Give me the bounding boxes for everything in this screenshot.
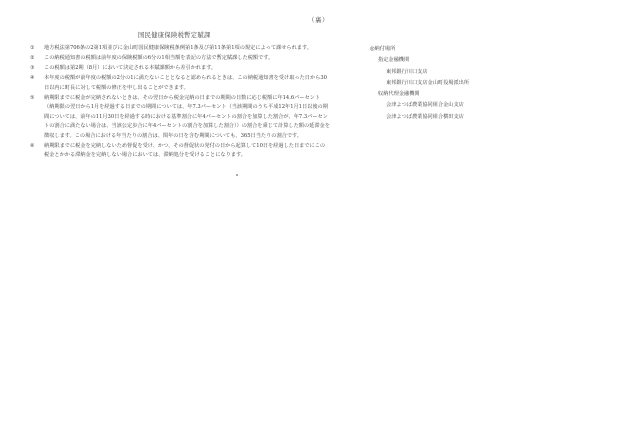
- document-title: 国民健康保険税暫定賦課: [138, 32, 211, 39]
- payment-places: [370, 44, 570, 123]
- designated-bank: 東邦銀行川口支店金山町役場派出所: [386, 79, 470, 86]
- agent-bank: 会津よつば農業協同組合金山支店: [386, 102, 464, 109]
- payment-places-title: 納付場所: [374, 46, 396, 52]
- note-item: [30, 74, 330, 93]
- designated-bank: 東邦銀行川口支店: [386, 68, 428, 75]
- note-number: ①: [30, 45, 35, 51]
- note-text: この納税通知書の税額は前年度の保険税額の6分の1相当額を表記の方法で暫定賦課した税額です。: [44, 55, 274, 61]
- note-item: [30, 44, 330, 54]
- note-number: ⑥: [30, 142, 35, 149]
- double-circle-mark: ◎: [370, 46, 375, 52]
- note-number: ⑤: [30, 94, 35, 101]
- note-text: 本年度の税額が前年度の税額の2分の1に満たないこととなると認められるときは、この納税通知書を受け取った日から30日以内に町長に対して税額の修正を申し出ることができます。: [44, 75, 327, 91]
- agent-institution-label: 収納代理金融機関: [378, 91, 420, 98]
- scan-speck: [236, 174, 238, 176]
- note-item: [30, 142, 330, 161]
- designated-institution-label: 指定金融機関: [378, 57, 410, 64]
- note-text: 地方税法第706条の2第1項並びに金山町国民健康保険税条例第1条及び第11条第1項の規定によって課せられます。: [44, 45, 312, 51]
- payment-places-heading: [370, 44, 570, 55]
- notes-list: [30, 44, 330, 161]
- note-item: [30, 94, 330, 142]
- note-number: ②: [30, 55, 35, 61]
- back-side-mark: （裏）: [308, 16, 329, 24]
- note-text: この税額は第2期（8月）において決定される本賦課額から差引かれます。: [44, 65, 217, 71]
- note-item: [30, 64, 330, 74]
- agent-bank: 会津よつば農業協同組合横田支店: [386, 113, 464, 120]
- note-number: ③: [30, 65, 35, 71]
- note-item: [30, 54, 330, 64]
- note-number: ④: [30, 75, 35, 81]
- note-text: 納期限までに税金を完納しないため督促を受け、かつ、その督促状の発付の日から起算して10日を経過した日までにこの税金とかかる滞納金を完納しない場合においては、滞納処分を受けることになります。: [44, 142, 326, 158]
- note-text: 納期限までに税金が完納されないときは、その翌日から税金完納の日までの期間の日数に応じ税額に年14.6パーセント（納期限の翌日から1月を経過する日までの期間については、年7.3パーセント（当該期間のうち平成12年1月1日以後の期間については、前年の11月30日を経過する時における基準割合に年4パーセントの割合を加算した割合が、年7.3パーセントの割合に満たない場合は、当該公定歩合に年4パーセントの割合を加算した割合））の割合を乗じて計算した額の延滞金を徴収します。この場合における年当たりの割合は、閏年の日を含む期間についても、365日当たりの割合です。: [44, 94, 330, 139]
